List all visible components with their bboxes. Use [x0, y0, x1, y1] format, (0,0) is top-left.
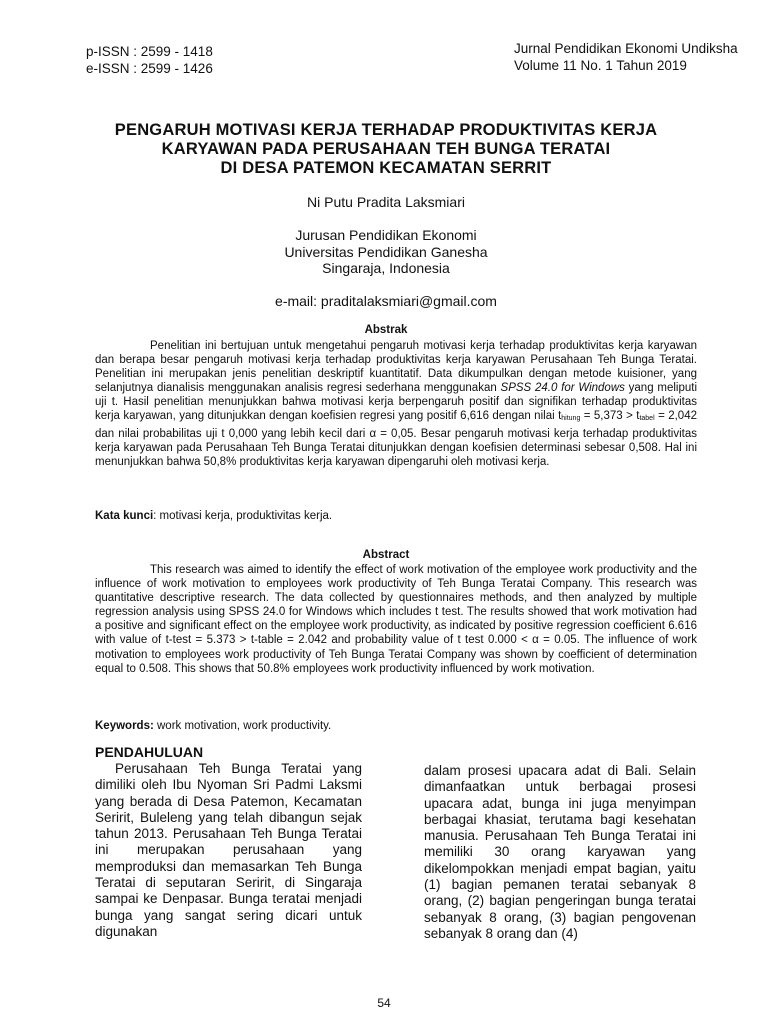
section-heading: PENDAHULUAN	[95, 744, 204, 760]
column-right	[424, 763, 696, 942]
journal-name: Jurnal Pendidikan Ekonomi Undiksha	[514, 41, 738, 56]
issn-block	[86, 43, 213, 77]
abstrak-paragraph	[95, 339, 697, 469]
keywords-value: work motivation, work productivity.	[153, 720, 332, 732]
kata-kunci	[95, 509, 697, 523]
abstrak-body	[95, 339, 697, 469]
affiliation-city: Singaraja, Indonesia	[322, 260, 450, 276]
author-email: e-mail: praditalaksmiari@gmail.com	[275, 293, 497, 309]
affiliation-dept: Jurusan Pendidikan Ekonomi	[295, 227, 477, 243]
p-issn: p-ISSN : 2599 - 1418	[86, 44, 213, 59]
title-line-1: PENGARUH MOTIVASI KERJA TERHADAP PRODUKTIVITAS KERJA	[114, 121, 658, 139]
keywords-label: Keywords:	[95, 720, 154, 732]
abstrak-text-4: = 2,042 dan nilai probabilitas uji t 0,000 yang lebih kecil dari α = 0,05. Besar pengaruh motivasi kerja terhadap produktivitas kerja karyawan pada Perusahaan Teh Bunga Teratai ditunjukkan dengan koefisien determinasi sebesar 0,508. Hal ini menunjukkan bahwa 50,8% produktivitas kerja karyawan dipengaruhi oleh motivasi kerja.	[95, 410, 697, 468]
title-line-2: KARYAWAN PADA PERUSAHAAN TEH BUNGA TERATAI	[161, 140, 611, 158]
e-issn: e-ISSN : 2599 - 1426	[86, 61, 213, 76]
page-number: 54	[377, 996, 391, 1010]
author-name: Ni Putu Pradita Laksmiari	[307, 194, 465, 210]
abstract-paragraph: This research was aimed to identify the effect of work motivation of the employee work productivity and the influence of work motivation to employees work productivity of Teh Bunga Teratai Company. This research was quantitative descriptive research. The data collected by questionnaires methods, and then analyzed by multiple regression analysis using SPSS 24.0 for Windows which includes t test. The results showed that work motivation had a positive and significant effect on the employee work productivity, as indicated by positive regression coefficient 6.616 with value of t-test = 5.373 > t-table = 2.042 and probability value of t test 0.000 < α = 0.05. The influence of work motivation to employees work productivity of Teh Bunga Teratai Company was shown by coefficient of determination equal to 0.508. This shows that 50.8% employees work productivity influenced by work motivation.	[95, 564, 697, 675]
title-line-3: DI DESA PATEMON KECAMATAN SERRIT	[220, 159, 552, 177]
abstract-body	[95, 563, 697, 676]
subscript-tabel: tabel	[639, 415, 655, 423]
affiliation	[80, 227, 692, 277]
keywords	[95, 719, 697, 733]
abstract-heading: Abstract	[362, 549, 410, 561]
abstrak-text-2: yang meliputi uji t. Hasil penelitian menunjukkan bahwa motivasi kerja berpengaruh positif dan signifikan terhadap produktivitas kerja karyawan, yang ditunjukkan dengan koefisien regresi yang positif 6,616 dengan nilai t	[95, 382, 697, 423]
affiliation-univ: Universitas Pendidikan Ganesha	[284, 243, 488, 260]
abstrak-software: SPSS 24.0 for Windows	[500, 382, 625, 395]
subscript-hitung: hitung	[561, 415, 581, 423]
paragraph-right: dalam prosesi upacara adat di Bali. Selain dimanfaatkan untuk berbagai prosesi upacara adat, bunga ini juga menyimpan berbagai khasiat, terutama bagi kesehatan manusia. Perusahaan Teh Bunga Teratai ini memiliki 30 orang karyawan yang dikelompokkan menjadi empat bagian, yaitu (1) bagian pemanen teratai sebanyak 8 orang, (2) bagian pengeringan bunga teratai sebanyak 8 orang, (3) bagian pengovenan sebanyak 8 orang dan (4)	[424, 763, 696, 941]
column-left	[95, 761, 362, 940]
paragraph-left: Perusahaan Teh Bunga Teratai yang dimiliki oleh Ibu Nyoman Sri Padmi Laksmi yang berada di Desa Patemon, Kecamatan Seririt, Buleleng yang telah dibangun sejak tahun 2013. Perusahaan Teh Bunga Teratai ini merupakan perusahaan yang memproduksi dan memasarkan Teh Bunga Teratai di seputaran Seririt, di Singaraja sampai ke Denpasar. Bunga teratai menjadi bunga yang sangat sering dicari untuk digunakan	[95, 761, 362, 939]
journal-info	[514, 40, 738, 74]
abstrak-text-1: Penelitian ini bertujuan untuk mengetahui pengaruh motivasi kerja terhadap produktivitas kerja karyawan dan berapa besar pengaruh motivasi kerja terhadap produktivitas kerja karyawan Perusahaan Teh Bunga Teratai. Penelitian ini merupakan jenis penelitian deskriptif kuantitatif. Data dikumpulkan dengan metode kuisioner, yang selanjutnya dianalisis menggunakan analisis regresi sederhana menggunakan	[95, 340, 697, 395]
paper-title	[80, 121, 692, 178]
abstrak-heading: Abstrak	[364, 324, 408, 336]
kata-kunci-value: : motivasi kerja, produktivitas kerja.	[153, 510, 333, 522]
kata-kunci-label: Kata kunci	[95, 510, 154, 522]
abstrak-text-3: = 5,373 > t	[580, 410, 640, 423]
journal-volume: Volume 11 No. 1 Tahun 2019	[514, 58, 687, 73]
